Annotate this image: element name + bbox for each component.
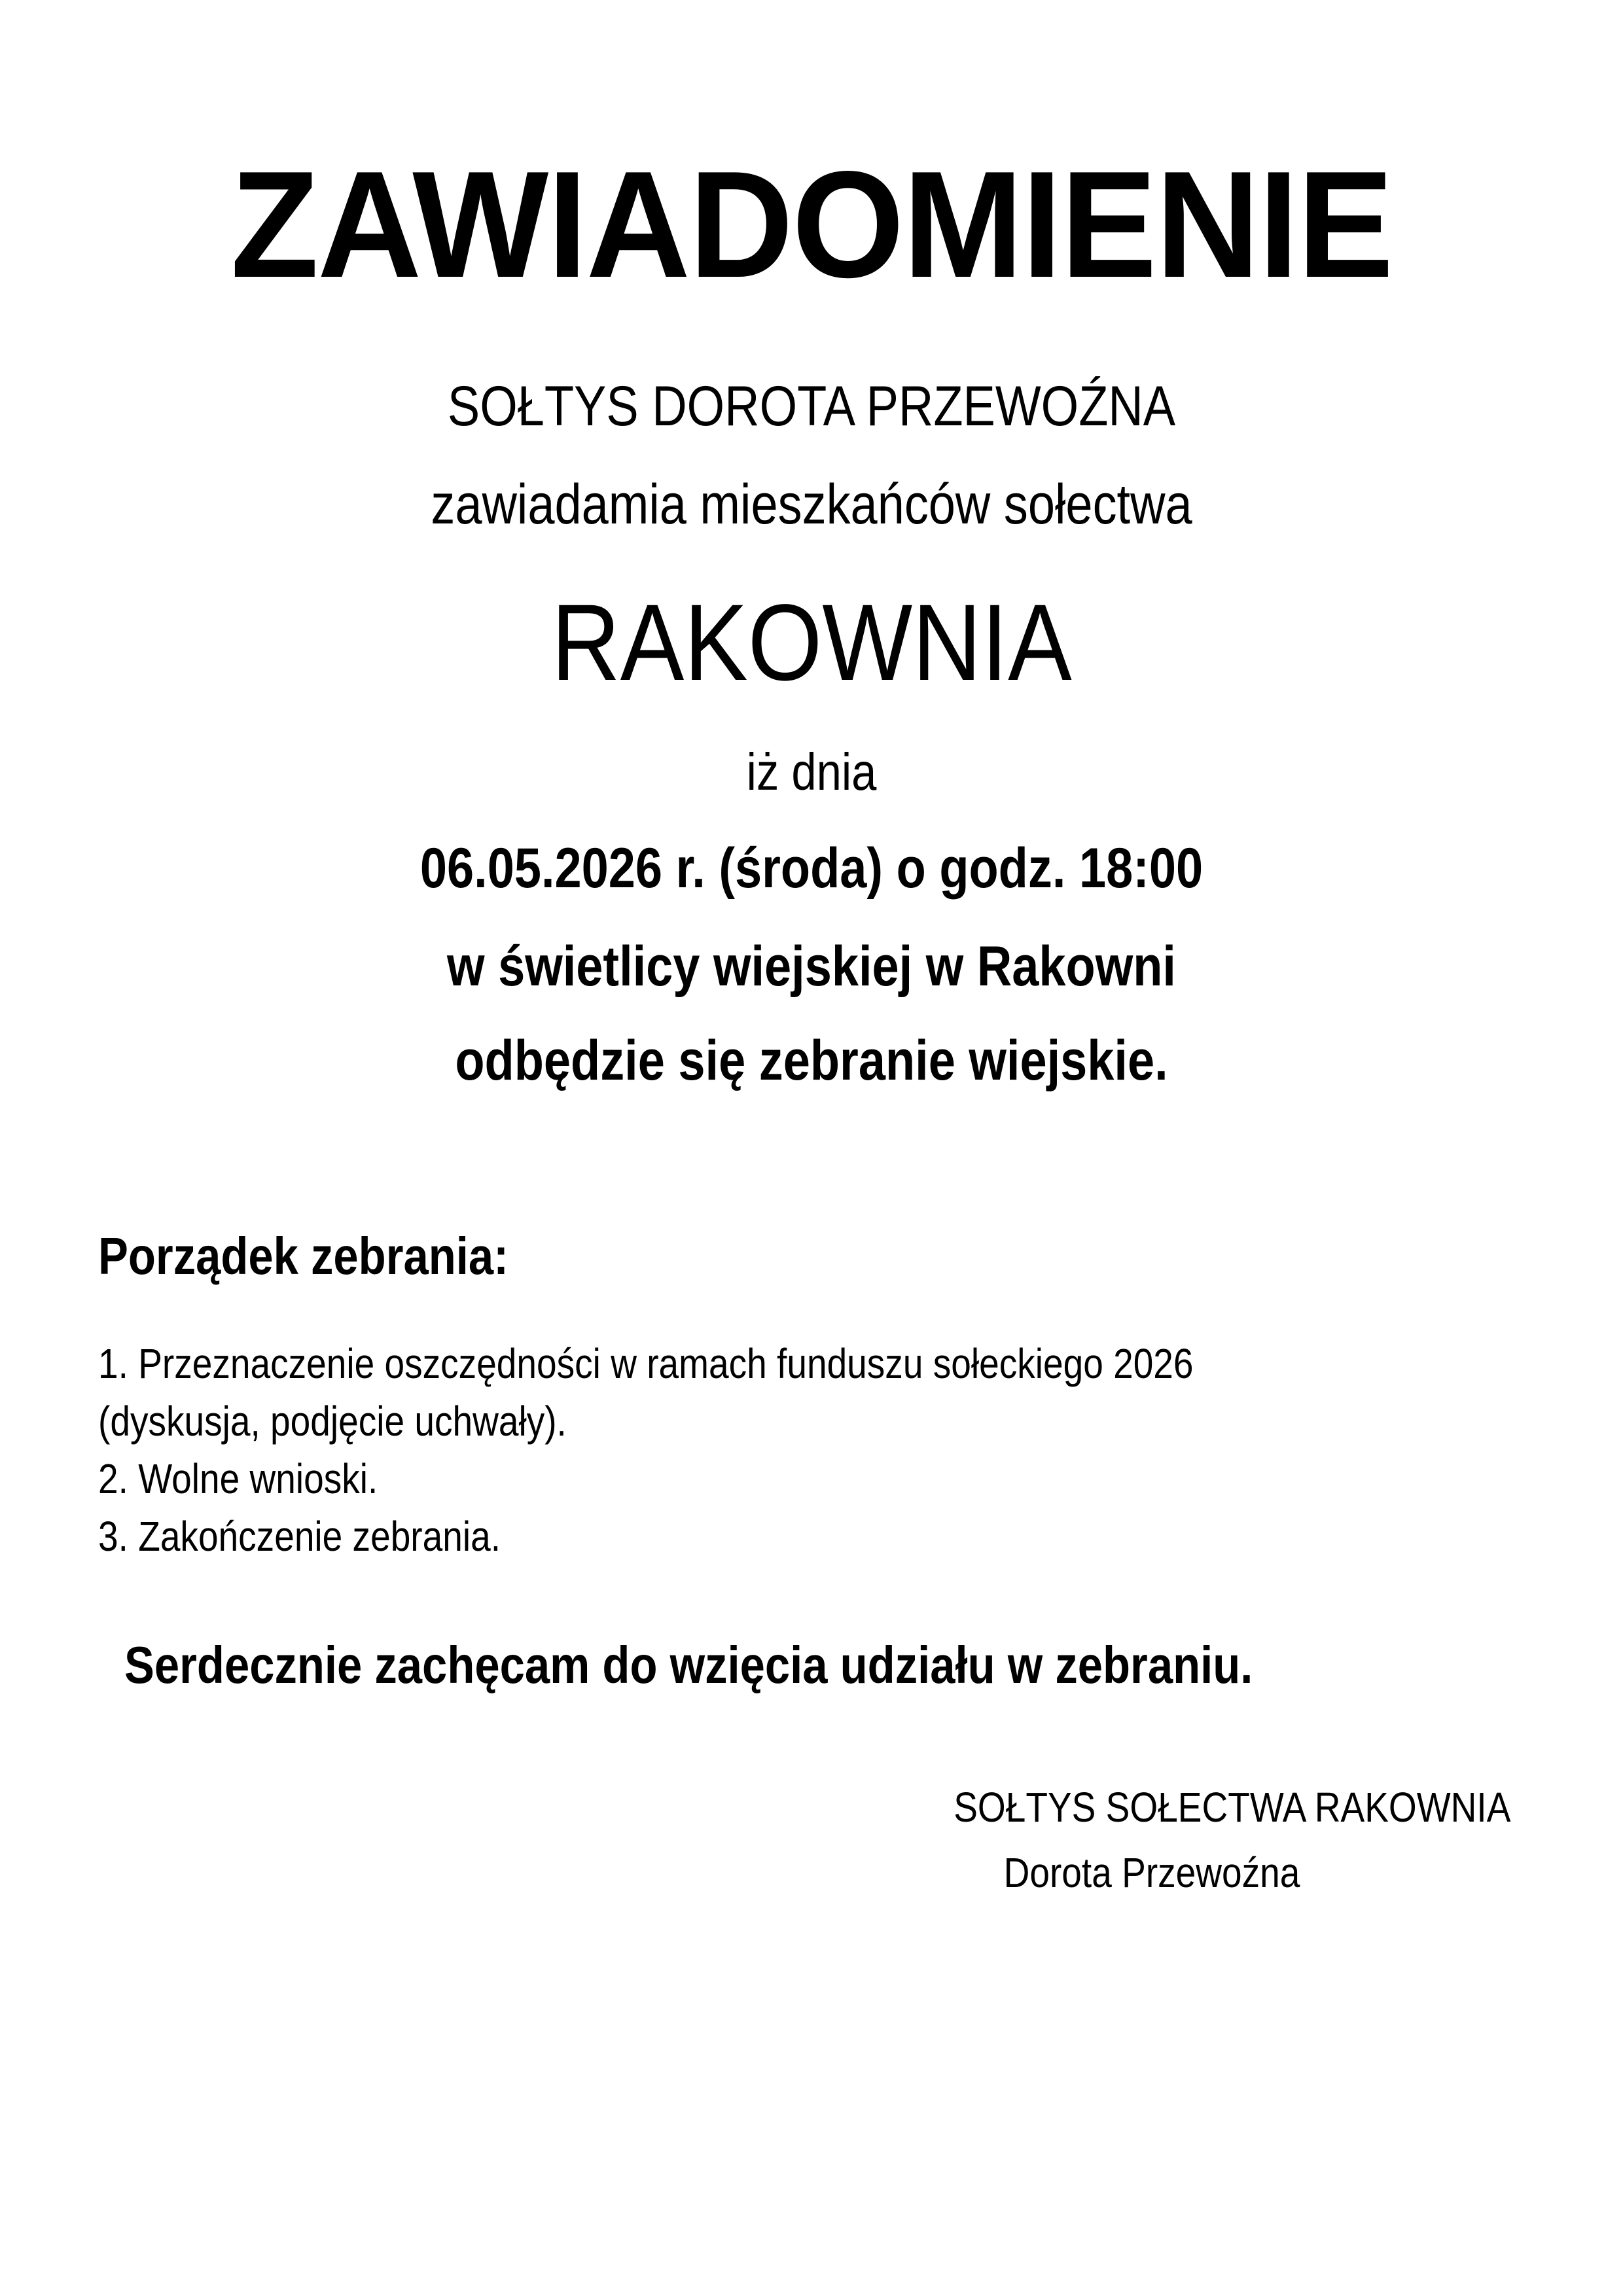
signature-title: SOŁTYS SOŁECTWA RAKOWNIA	[954, 1784, 1511, 1831]
signature-name: Dorota Przewoźna	[1003, 1849, 1300, 1896]
meeting-place: w świetlicy wiejskiej w Rakowni	[447, 935, 1176, 998]
closing-invitation: Serdecznie zachęcam do wzięcia udziału w zebraniu.	[124, 1636, 1253, 1694]
meeting-event: odbędzie się zebranie wiejskie.	[455, 1029, 1168, 1092]
intro-line: zawiadamia mieszkańców sołectwa	[431, 473, 1192, 536]
meeting-date-time: 06.05.2026 r. (środa) o godz. 18:00	[419, 837, 1204, 900]
official-name-line: SOŁTYS DOROTA PRZEWOŹNA	[447, 375, 1176, 438]
agenda-item-1: 1. Przeznaczenie oszczędności w ramach funduszu sołeckiego 2026	[98, 1340, 1194, 1387]
agenda-item-2: 2. Wolne wnioski.	[98, 1455, 378, 1502]
village-name: RAKOWNIA	[551, 582, 1072, 703]
agenda-item-1-continued: (dyskusja, podjęcie uchwały).	[98, 1398, 567, 1445]
agenda-list	[98, 1335, 1372, 1565]
agenda-item-3: 3. Zakończenie zebrania.	[98, 1513, 501, 1560]
agenda-heading: Porządek zebrania:	[98, 1227, 509, 1285]
notice-title: ZAWIADOMIENIE	[230, 140, 1393, 309]
that-day-line: iż dnia	[746, 743, 877, 801]
